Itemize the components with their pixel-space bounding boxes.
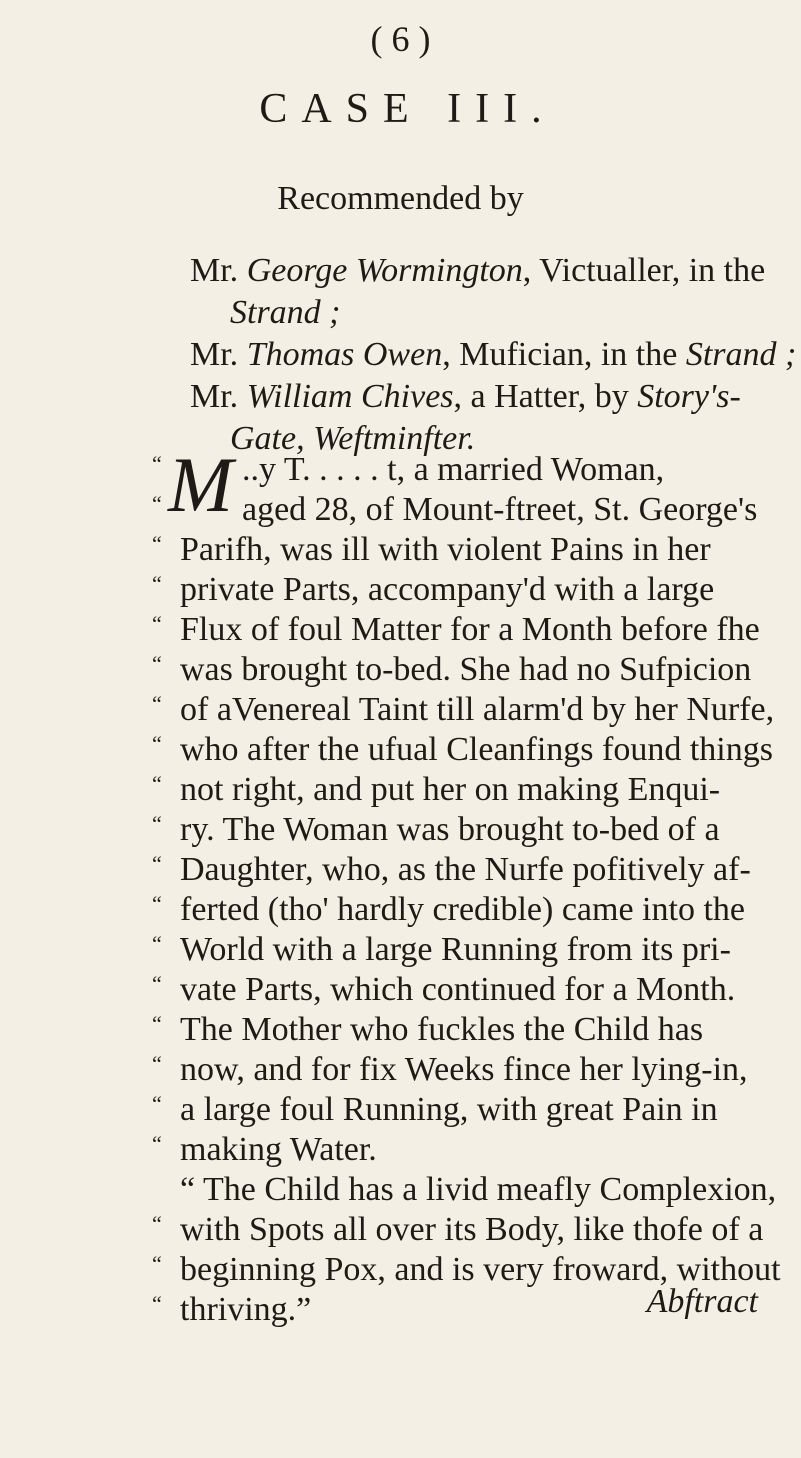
text-line: “ The Child has a livid meafly Complexion, — [180, 1171, 777, 1208]
recommender-name: George Wormington — [246, 252, 523, 289]
page-number: ( 6 ) — [370, 19, 431, 59]
text-line: “ M ..y T. . . . . t, a married Woman, — [152, 441, 665, 528]
text-line: “ The Mother who fuckles the Child has — [152, 1011, 704, 1048]
text-line: “ making Water. — [152, 1131, 377, 1168]
text-line: “ Parifh, was ill with violent Pains in her — [152, 531, 711, 568]
recommender-3-place: Gate, Weftminfter. — [230, 420, 476, 457]
recommender-1: Mr. George Wormington, Victualler, in the — [190, 252, 766, 289]
text-line: “ aged 28, of Mount-ftreet, St. George's — [152, 491, 758, 528]
text-line: “ Daughter, who, as the Nurfe pofitively af- — [152, 851, 751, 888]
quote-mark: “ — [152, 451, 162, 476]
recommender-list — [190, 250, 797, 460]
recommender-name: William Chives — [246, 378, 454, 415]
text-line: “ ferted (tho' hardly credible) came into the — [152, 891, 745, 928]
case-heading: CASE III. — [259, 86, 556, 132]
text-line: “ who after the ufual Cleanfings found things — [152, 731, 773, 768]
text-line: “ of aVenereal Taint till alarm'd by her Nurfe, — [152, 691, 775, 728]
text-line: “ was brought to-bed. She had no Sufpicion — [152, 651, 752, 688]
recommender-2: Mr. Thomas Owen, Mufician, in the Strand ; — [190, 336, 797, 373]
recommender-1-place: Strand ; — [230, 294, 341, 331]
text-line: “ vate Parts, which continued for a Month. — [152, 971, 736, 1008]
text-line: “ World with a large Running from its pri- — [152, 931, 731, 968]
catchword: Abftract — [646, 1283, 758, 1320]
text-line: “ ry. The Woman was brought to-bed of a — [152, 811, 720, 848]
text-line: “ thriving.” Abftract — [152, 1283, 758, 1328]
text-line: “ private Parts, accompany'd with a large — [152, 571, 715, 608]
recommended-by-heading: Recommended by — [277, 180, 524, 217]
text-line: “ Flux of foul Matter for a Month before fhe — [152, 611, 760, 648]
case-text — [152, 441, 781, 1330]
drop-cap: M — [168, 441, 233, 528]
text-line: “ now, and for fix Weeks fince her lying-in, — [152, 1051, 748, 1088]
text-line: “ not right, and put her on making Enqui- — [152, 771, 721, 808]
text-line: “ with Spots all over its Body, like thofe of a — [152, 1211, 764, 1248]
text-line: “ a large foul Running, with great Pain in — [152, 1091, 718, 1128]
recommender-3: Mr. William Chives, a Hatter, by Story's- — [190, 378, 741, 415]
recommender-name: Thomas Owen — [246, 336, 443, 373]
text-line: “ beginning Pox, and is very froward, without — [152, 1251, 781, 1288]
